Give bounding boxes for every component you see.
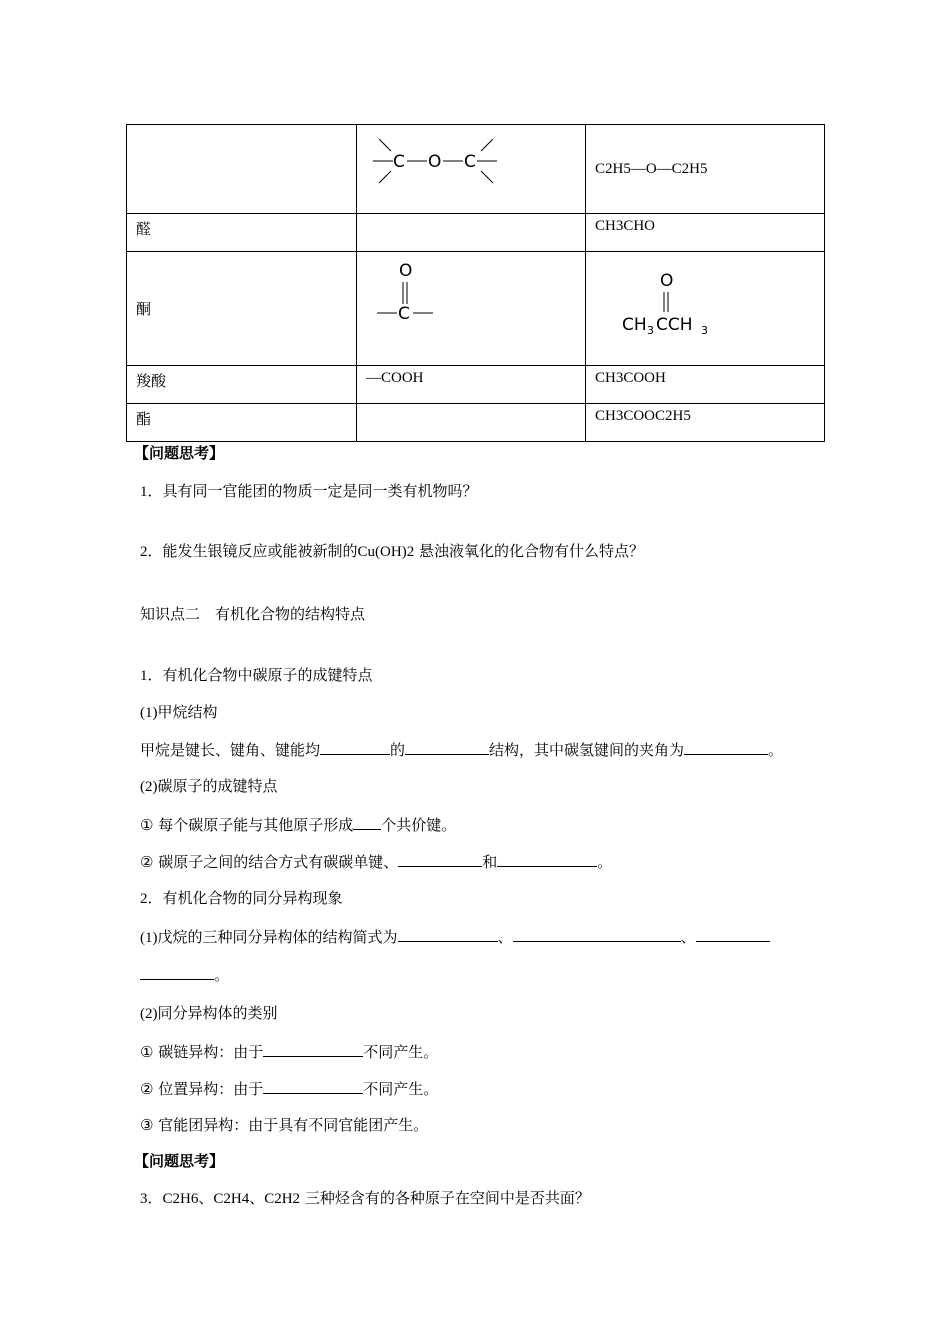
table-row-carboxylic-acid [127, 366, 825, 404]
table-row-aldehyde [127, 214, 825, 252]
table-row-ester [127, 404, 825, 442]
example-cell: CH3COOH [586, 366, 825, 404]
iso-type-1: ① 碳链异构：由于 不同产生。 [140, 1043, 439, 1061]
ether-group-cell [357, 125, 586, 214]
blank-field[interactable] [320, 739, 390, 755]
class-name-cell [127, 125, 357, 214]
iso-type-3: ③ 官能团异构：由于具有不同官能团产生。 [140, 1116, 429, 1134]
acetone-cch-right: CCH [656, 315, 693, 335]
table-row-ketone [127, 252, 825, 366]
blank-field[interactable] [398, 851, 482, 867]
ether-c-right: C [464, 152, 476, 172]
example-cell: C2H5—O—C2H5 [586, 125, 825, 214]
bond-point-2: ② 碳原子之间的结合方式有碳碳单键、 和 。 [140, 853, 613, 871]
acetone-o: O [660, 271, 674, 291]
question-1: 1．具有同一官能团的物质一定是同一类有机物吗？ [140, 482, 478, 500]
question-header-2: 【问题思考】 [134, 1152, 225, 1170]
acetone-sub-left: 3 [647, 324, 654, 337]
ketone-o: O [399, 261, 413, 281]
point-1b-heading: (2)碳原子的成键特点 [140, 777, 278, 795]
blank-field[interactable] [353, 814, 381, 830]
table-row-ether [127, 125, 825, 214]
methane-sentence: 甲烷是键长、键角、键能均 的 结构，其中碳氢键间的夹角为 。 [140, 741, 784, 759]
section-title: 知识点二 有机化合物的结构特点 [140, 605, 366, 623]
ketone-c: C [398, 304, 410, 324]
acetone-structure-diagram [586, 252, 825, 365]
blank-field[interactable] [398, 926, 498, 942]
point-2-heading: 2．有机化合物的同分异构现象 [140, 889, 343, 907]
blank-field[interactable] [140, 964, 214, 980]
functional-group-table [126, 124, 825, 442]
acetone-sub-right: 3 [701, 324, 708, 337]
blank-field[interactable] [405, 739, 489, 755]
blank-field[interactable] [684, 739, 768, 755]
blank-field[interactable] [513, 926, 681, 942]
group-cell [357, 214, 586, 252]
question-header: 【问题思考】 [134, 444, 225, 462]
question-3: 3．C2H6、C2H4、C2H2 三种烃含有的各种原子在空间中是否共面？ [140, 1189, 590, 1207]
class-name-cell: 醛 [127, 214, 357, 252]
blank-field[interactable] [696, 926, 770, 942]
class-name-cell: 酯 [127, 404, 357, 442]
ether-o: O [428, 152, 442, 172]
ether-structure-diagram [357, 125, 586, 213]
class-name-cell: 酮 [127, 252, 357, 366]
ether-c-left: C [393, 152, 405, 172]
blank-field[interactable] [263, 1078, 363, 1094]
ketone-structure-diagram [357, 252, 586, 365]
point-1-heading: 1．有机化合物中碳原子的成键特点 [140, 666, 373, 684]
example-cell: CH3CHO [586, 214, 825, 252]
ketone-group-cell [357, 252, 586, 366]
bond-point-1: ① 每个碳原子能与其他原子形成 个共价键。 [140, 816, 457, 834]
group-cell: —COOH [357, 366, 586, 404]
iso-types-heading: (2)同分异构体的类别 [140, 1004, 278, 1022]
pentane-sentence: (1)戊烷的三种同分异构体的结构简式为 、 、 [140, 926, 770, 948]
acetone-ch-left: CH [622, 315, 647, 335]
point-1a-heading: (1)甲烷结构 [140, 703, 218, 721]
question-2: 2．能发生银镜反应或能被新制的Cu(OH)2 悬浊液氧化的化合物有什么特点？ [140, 542, 644, 560]
acetone-cell [586, 252, 825, 366]
group-cell [357, 404, 586, 442]
blank-field[interactable] [497, 851, 597, 867]
pentane-continuation: 。 [140, 964, 229, 985]
blank-field[interactable] [263, 1041, 363, 1057]
class-name-cell: 羧酸 [127, 366, 357, 404]
iso-type-2: ② 位置异构：由于 不同产生。 [140, 1080, 439, 1098]
example-cell: CH3COOC2H5 [586, 404, 825, 442]
